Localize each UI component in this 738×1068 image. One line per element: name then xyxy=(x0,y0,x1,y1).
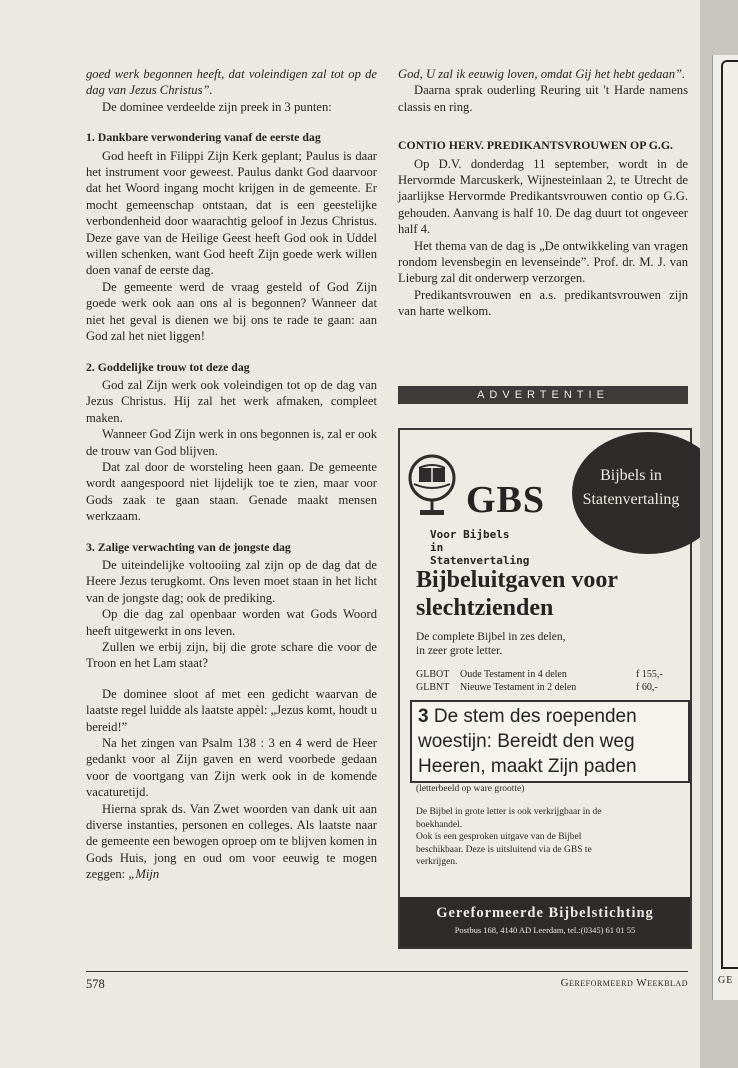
footer-rule xyxy=(86,971,688,972)
contio-heading: CONTIO HERV. PREDIKANTSVROUWEN OP G.G. xyxy=(398,138,673,153)
section2-heading: 2. Goddelijke trouw tot deze dag xyxy=(86,359,250,374)
tagline-line: Voor Bijbels xyxy=(430,528,510,541)
continued-italic: God, U zal ik eeuwig loven, omdat Gij het hebt gedaan”. xyxy=(398,67,686,81)
next-page-footer: GE xyxy=(718,975,734,986)
large-print-sample xyxy=(410,700,690,783)
subtitle-line: in zeer grote letter. xyxy=(416,645,503,657)
contio-paragraph: Predikantsvrouwen en a.s. predikantsvrouwen zijn van harte welkom. xyxy=(398,287,688,319)
closing-paragraph: Na het zingen van Psalm 138 : 3 en 4 werd de Heer gedankt voor al Zijn gaven en werd voorbede gedaan voor de voortgang van Zijn werk ook in de komende vacaturetijd. xyxy=(86,736,377,800)
globe-bible-logo-icon xyxy=(404,448,464,518)
info-paragraph: De Bijbel in grote letter is ook verkrijgbaar in de boekhandel. xyxy=(416,807,602,830)
left-column xyxy=(86,66,377,883)
contio-paragraph: Op D.V. donderdag 11 september, wordt in de Hervormde Marcuskerk, Wijnesteinlaan 2, te Utrecht de jaarlijkse Hervormde Predikantsvrouwen contio op G.G. gehouden. Aanvang is half 10. De dag duurt tot ongeveer half 4. xyxy=(398,156,688,237)
section3-paragraph: Zullen we erbij zijn, bij die grote schare die voor de Troon en het Lam staat? xyxy=(86,640,377,671)
section2-paragraph: Wanneer God Zijn werk in ons begonnen is, zal er ook de trouw van God blijven. xyxy=(86,427,377,458)
oval-text: Bijbels in Statenvertaling xyxy=(582,467,680,508)
section1-paragraph: God heeft in Filippi Zijn Kerk geplant; Paulus is daar het instrument voor geweest. Paulus dankt God daarvoor dat het Woord ingang mocht krijgen in de gemeente. Er mocht gemeenschap ontstaan, dat is een geestelijke verbondenheid door waarachtig geloof in Jezus Christus. Deze gave van de Heilige Geest heeft God ook in Uddel willen schenken, want God heeft Zijn goede werk willen doen vanaf de eerste dag. xyxy=(86,148,377,278)
intro-text: De dominee verdeelde zijn preek in 3 punten: xyxy=(102,99,332,114)
price-table xyxy=(416,668,678,694)
gbs-brand: GBS xyxy=(466,479,546,521)
product-description: Oude Testament in 4 delen xyxy=(460,669,567,680)
sample-text: De stem des roependen woestijn: Bereidt den weg Heeren, maakt Zijn paden xyxy=(418,706,637,777)
section1-paragraph: De gemeente werd de vraag gesteld of God Zijn goede werk ook aan ons al is begonnen? Wanneer dat niet het geval is dienen we bij ons te rade te gaan: aan God zal het niet liggen! xyxy=(86,279,377,344)
journal-name: Gereformeerd Weekblad xyxy=(560,977,688,989)
tagline-line: Statenvertaling xyxy=(430,554,530,567)
product-code: GLBNT xyxy=(416,682,450,693)
closing-paragraph: De dominee sloot af met een gedicht waarvan de laatste regel luidde als laatste appèl: „Jezus komt, houdt u bereid!” xyxy=(86,686,377,734)
intro-italic: goed werk begonnen heeft, dat voleindigen zal tot op de dag van Jezus Christus”. xyxy=(86,67,377,98)
closing-paragraph xyxy=(86,801,377,883)
product-price: f 60,- xyxy=(636,682,658,693)
gbs-advertisement xyxy=(398,428,692,949)
page-number: 578 xyxy=(86,977,105,991)
sample-note: (letterbeeld op ware grootte) xyxy=(416,784,525,794)
closing-text: Hierna sprak ds. Van Zwet woorden van dank uit aan diverse instanties, personen en colleges. Als laatste naar de gemeente een bewogen oproep om te blijven komen in Gods Huis, jong en oud om voor eeuwig te mogen zeggen: xyxy=(86,801,377,882)
publisher-name: Gereformeerde Bijbelstichting xyxy=(436,905,654,921)
next-page-frame xyxy=(721,60,738,969)
advertisement-label: ADVERTENTIE xyxy=(398,386,688,404)
product-code: GLBOT xyxy=(416,669,450,680)
section3-paragraph: Op die dag zal openbaar worden wat Gods Woord heeft uitgewerkt in ons leven. xyxy=(86,607,377,638)
section2-paragraph: Dat zal door de worsteling heen gaan. De gemeente wordt aangespoord niet lijdelijk toe te zien, maar voor Gods zaak te gaan staan. Genade maakt mensen werkzaam. xyxy=(86,459,377,524)
ad-subtitle xyxy=(416,630,565,658)
section3-paragraph: De uiteindelijke voltooiing zal zijn op de dag dat de Heere Jezus terugkomt. Ons leven moet staan in het licht van de jongste dag; ook de prediking. xyxy=(86,557,377,605)
ad-title: Bijbeluitgaven voor slechtzienden xyxy=(416,567,618,621)
product-description: Nieuwe Testament in 2 delen xyxy=(460,682,577,693)
sample-verse-number: 3 xyxy=(418,706,429,727)
ad-info xyxy=(416,806,616,869)
continued-text: Daarna sprak ouderling Reuring uit 't Harde namens classis en ring. xyxy=(398,83,688,114)
tagline xyxy=(430,528,590,567)
info-paragraph: Ook is een gesproken uitgave van de Bijbel beschikbaar. Deze is uitsluitend via de GBS te verkrijgen. xyxy=(416,832,592,867)
contio-paragraph: Het thema van de dag is „De ontwikkeling van vragen rondom levensbegin en levenseinde”. Prof. dr. M. J. van Lieburg zal dit onderwerp verzorgen. xyxy=(398,238,688,286)
price-row xyxy=(416,681,678,694)
ad-footer xyxy=(400,897,690,947)
product-price: f 155,- xyxy=(636,669,663,680)
section3-heading: 3. Zalige verwachting van de jongste dag xyxy=(86,539,291,554)
closing-italic: „Mijn xyxy=(128,867,160,882)
tagline-line: in xyxy=(430,541,444,554)
section2-paragraph: God zal Zijn werk ook voleindigen tot op de dag van Jezus Christus. Hij zal het werk afmaken, compleet maken. xyxy=(86,377,377,425)
subtitle-line: De complete Bijbel in zes delen, xyxy=(416,631,566,643)
section1-heading: 1. Dankbare verwondering vanaf de eerste dag xyxy=(86,130,321,145)
publisher-address: Postbus 168, 4140 AD Leerdam, tel.:(0345) 61 01 55 xyxy=(454,925,636,935)
right-column xyxy=(398,66,688,320)
price-row xyxy=(416,668,678,681)
